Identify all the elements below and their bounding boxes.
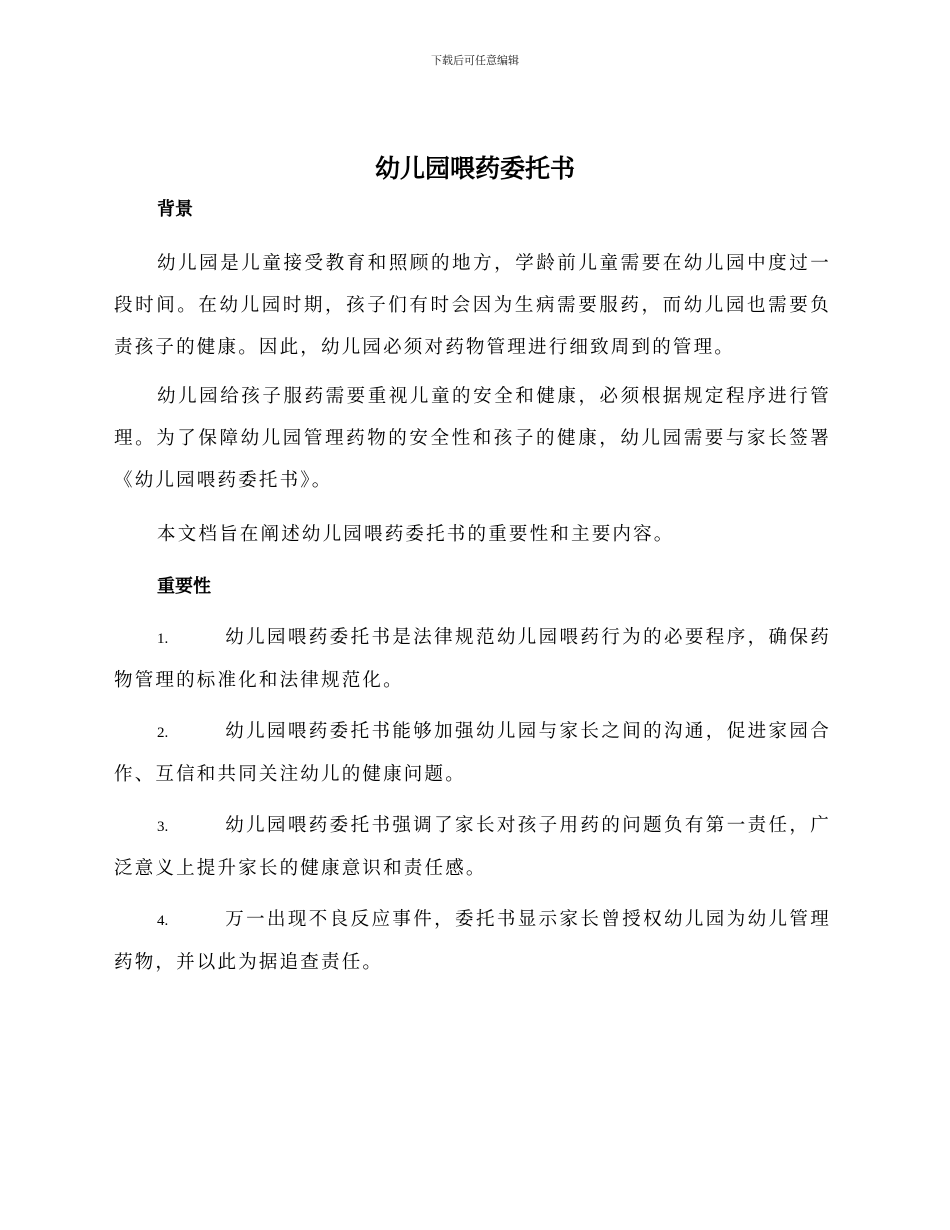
importance-item-2 [114,711,831,796]
item-number: 2. [157,725,169,741]
item-text: 幼儿园喂药委托书能够加强幼儿园与家长之间的沟通，促进家园合作、互信和共同关注幼儿的健康问题。 [114,721,831,785]
importance-item-3 [114,805,831,890]
item-number: 3. [157,819,169,835]
page-header: 下载后可任意编辑 [431,54,519,67]
document-title: 幼儿园喂药委托书 [374,154,575,183]
item-text: 万一出现不良反应事件，委托书显示家长曾授权幼儿园为幼儿管理药物，并以此为据追查责任。 [114,909,831,973]
item-text: 幼儿园喂药委托书是法律规范幼儿园喂药行为的必要程序，确保药物管理的标准化和法律规范化。 [114,627,831,691]
section-heading-importance: 重要性 [157,576,211,597]
background-paragraph-1: 幼儿园是儿童接受教育和照顾的地方，学龄前儿童需要在幼儿园中度过一段时间。在幼儿园时期，孩子们有时会因为生病需要服药，而幼儿园也需要负责孩子的健康。因此，幼儿园必须对药物管理进行细致周到的管理。 [114,253,831,358]
item-text: 幼儿园喂药委托书强调了家长对孩子用药的问题负有第一责任，广泛意义上提升家长的健康意识和责任感。 [114,815,831,879]
section-heading-background: 背景 [157,199,193,220]
item-number: 4. [157,913,169,929]
importance-item-1 [114,617,831,702]
item-number: 1. [157,631,169,647]
background-paragraph-2: 幼儿园给孩子服药需要重视儿童的安全和健康，必须根据规定程序进行管理。为了保障幼儿园管理药物的安全性和孩子的健康，幼儿园需要与家长签署《幼儿园喂药委托书》。 [114,386,831,491]
background-paragraph-3: 本文档旨在阐述幼儿园喂药委托书的重要性和主要内容。 [157,524,675,545]
importance-item-4 [114,899,831,984]
